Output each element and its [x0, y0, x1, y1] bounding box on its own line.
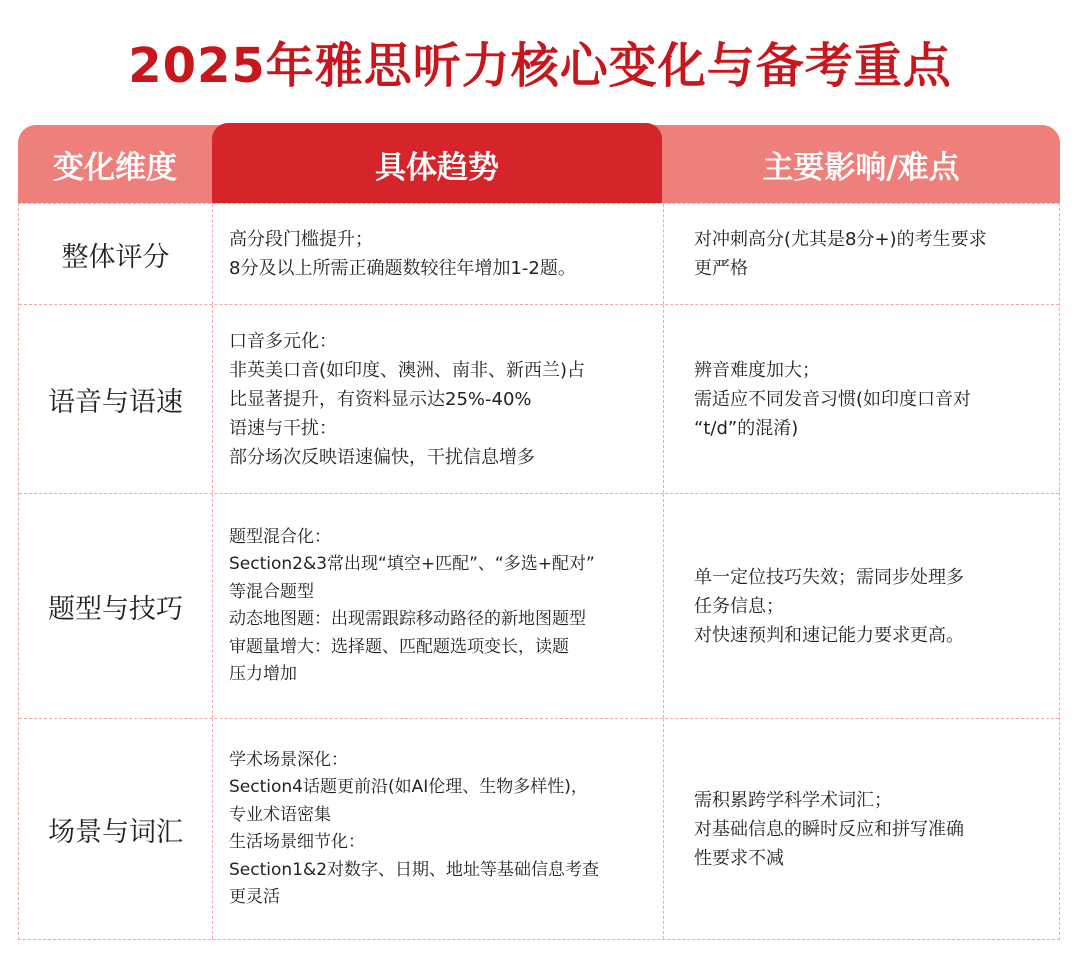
trend-cell — [212, 719, 663, 939]
impact-line: 需积累跨学科学术词汇； — [694, 789, 892, 811]
trend-line: Section1&2对数字、日期、地址等基础信息考查 — [229, 859, 600, 880]
impact-line: 对基础信息的瞬时反应和拼写准确 — [694, 818, 964, 840]
trend-cell — [212, 204, 663, 304]
trend-line: 高分段门槛提升； — [229, 229, 373, 250]
trend-cell — [212, 494, 663, 718]
trend-line: 8分及以上所需正确题数较往年增加1-2题。 — [229, 258, 576, 279]
impact-line: 任务信息； — [694, 595, 784, 617]
header-dimension: 变化维度 — [53, 149, 177, 186]
impact-line: 更严格 — [694, 258, 748, 279]
trend-line: 比显著提升，有资料显示达25%-40% — [229, 388, 532, 410]
dimension-cell: 整体评分 — [61, 241, 170, 273]
trend-cell — [212, 305, 663, 493]
impact-line: 性要求不减 — [694, 847, 784, 869]
impact-line: 单一定位技巧失效；需同步处理多 — [694, 566, 964, 588]
impact-cell — [663, 204, 1059, 304]
table-row — [19, 719, 1059, 939]
impact-cell — [663, 305, 1059, 493]
trend-line: 审题量增大：选择题、匹配题选项变长，读题 — [229, 636, 569, 657]
trend-line: 部分场次反映语速偏快，干扰信息增多 — [229, 446, 535, 468]
table-header — [18, 125, 1060, 203]
table-row — [19, 204, 1059, 305]
trend-line: Section2&3常出现“填空+匹配”、“多选+配对” — [229, 554, 595, 574]
trend-line: 更灵活 — [229, 887, 280, 907]
trend-line: 压力增加 — [229, 664, 297, 684]
trend-line: 生活场景细节化： — [229, 832, 365, 852]
impact-line: 对冲刺高分(尤其是8分+)的考生要求 — [694, 229, 987, 250]
dimension-cell: 场景与词汇 — [48, 816, 183, 848]
impact-cell — [663, 494, 1059, 718]
impact-line: 对快速预判和速记能力要求更高。 — [694, 624, 964, 646]
header-impact: 主要影响/难点 — [762, 149, 960, 186]
impact-cell — [663, 719, 1059, 939]
dimension-cell: 题型与技巧 — [48, 593, 183, 625]
table-row — [19, 494, 1059, 719]
trend-line: 语速与干扰： — [229, 417, 337, 439]
dimension-cell: 语音与语速 — [48, 386, 183, 418]
impact-line: “t/d”的混淆) — [694, 417, 799, 439]
table-body — [18, 203, 1060, 940]
trend-line: 动态地图题：出现需跟踪移动路径的新地图题型 — [229, 609, 586, 629]
trend-line: Section4话题更前沿(如AI伦理、生物多样性)， — [229, 777, 588, 797]
comparison-table — [18, 125, 1060, 940]
trend-line: 等混合题型 — [229, 581, 314, 602]
impact-line: 需适应不同发音习惯(如印度口音对 — [694, 388, 972, 410]
page-title: 2025年雅思听力核心变化与备考重点 — [128, 38, 952, 94]
trend-line: 题型混合化： — [229, 526, 331, 547]
trend-line: 学术场景深化： — [229, 749, 348, 770]
header-trend: 具体趋势 — [212, 125, 662, 203]
trend-line: 口音多元化： — [229, 330, 337, 352]
impact-line: 辨音难度加大； — [694, 359, 820, 381]
trend-line: 非英美口音(如印度、澳洲、南非、新西兰)占 — [229, 359, 586, 381]
trend-line: 专业术语密集 — [229, 804, 331, 825]
table-row — [19, 305, 1059, 494]
